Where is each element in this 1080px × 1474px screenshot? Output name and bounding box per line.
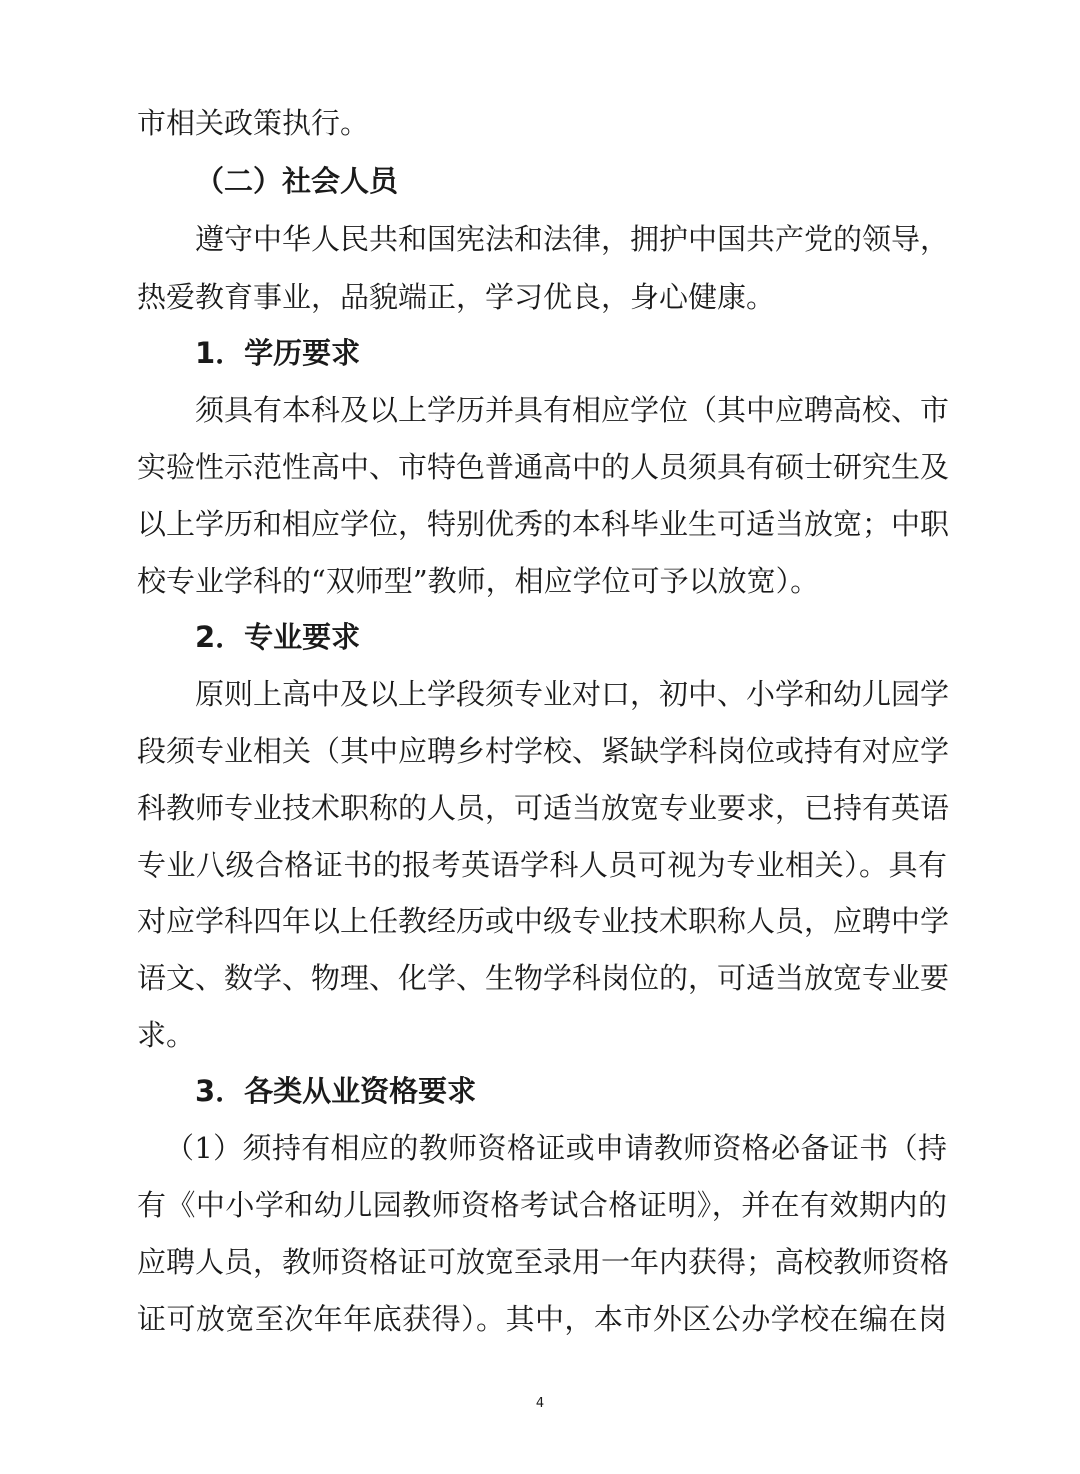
paragraph-line: 须具有本科及以上学历并具有相应学位（其中应聘高校、市: [195, 393, 950, 427]
paragraph-line: 求。: [137, 1018, 196, 1052]
paragraph-line: 遵守中华人民共和国宪法和法律，拥护中国共产党的领导，: [195, 222, 950, 256]
paragraph-line: 校专业学科的“双师型”教师，相应学位可予以放宽）。: [137, 564, 820, 598]
paragraph-line: 对应学科四年以上任教经历或中级专业技术职称人员，应聘中学: [137, 904, 950, 938]
page-number: 4: [535, 1396, 545, 1411]
paragraph-line: 段须专业相关（其中应聘乡村学校、紧缺学科岗位或持有对应学: [137, 734, 950, 768]
paragraph-line: 原则上高中及以上学段须专业对口，初中、小学和幼儿园学: [195, 677, 950, 711]
paragraph-line: 专业八级合格证书的报考英语学科人员可视为专业相关）。具有: [137, 848, 947, 882]
paragraph-line: 热爱教育事业，品貌端正，学习优良，身心健康。: [137, 280, 776, 314]
paragraph-continuation-line: 市相关政策执行。: [137, 106, 370, 140]
paragraph-line: 应聘人员，教师资格证可放宽至录用一年内获得；高校教师资格: [137, 1245, 950, 1279]
paragraph-line: 实验性示范性高中、市特色普通高中的人员须具有硕士研究生及: [137, 450, 950, 484]
subheading-major-requirements: 2．专业要求: [195, 620, 361, 654]
paragraph-line: 以上学历和相应学位，特别优秀的本科毕业生可适当放宽；中职: [137, 507, 950, 541]
subheading-qualification-requirements: 3．各类从业资格要求: [195, 1074, 477, 1108]
section-heading-social-personnel: （二）社会人员: [195, 164, 399, 198]
paragraph-line: 科教师专业技术职称的人员，可适当放宽专业要求，已持有英语: [137, 791, 950, 825]
subheading-education-requirements: 1．学历要求: [195, 336, 361, 370]
paragraph-line: 语文、数学、物理、化学、生物学科岗位的，可适当放宽专业要: [137, 961, 950, 995]
paragraph-line: 证可放宽至次年年底获得）。其中，本市外区公办学校在编在岗: [137, 1302, 947, 1336]
paragraph-line: 有《中小学和幼儿园教师资格考试合格证明》，并在有效期内的: [137, 1188, 947, 1222]
paragraph-line: （1）须持有相应的教师资格证或申请教师资格必备证书（持: [165, 1131, 947, 1165]
